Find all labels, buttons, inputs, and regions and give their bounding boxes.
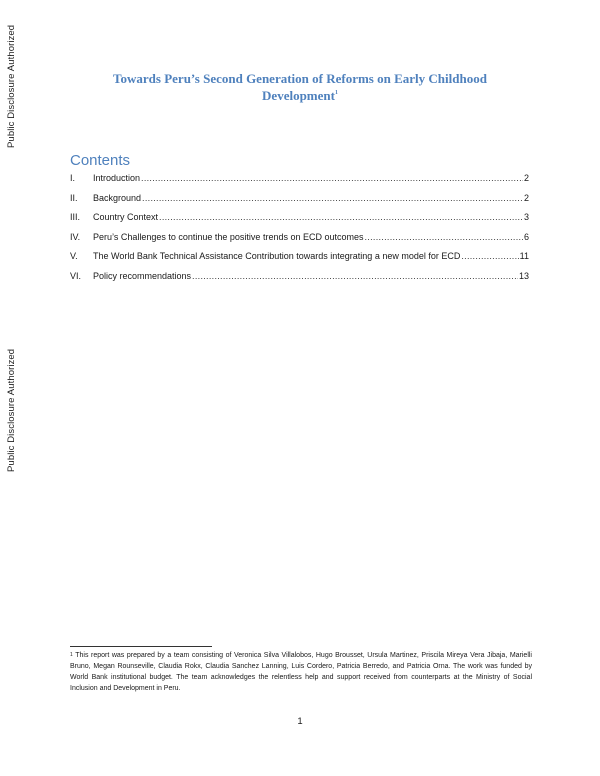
toc-entry-introduction[interactable] <box>70 173 529 193</box>
toc-page-number: 13 <box>518 270 529 281</box>
toc-number: I. <box>70 173 76 183</box>
toc-title: The World Bank Technical Assistance Contribution towards integrating a new model for ECD <box>93 251 461 261</box>
toc-title: Introduction <box>93 173 141 183</box>
toc-leader <box>141 173 523 183</box>
footnote-marker: 1 <box>70 652 73 658</box>
toc-entry-technical-assistance[interactable] <box>70 251 529 271</box>
toc-number: VI. <box>70 270 82 281</box>
toc-page-number: 11 <box>519 251 529 261</box>
toc-number: V. <box>70 251 78 261</box>
disclosure-label-top: Public Disclosure Authorized <box>6 24 17 148</box>
toc-title: Peru’s Challenges to continue the positive trends on ECD outcomes <box>93 231 364 242</box>
page-number: 1 <box>297 716 303 727</box>
toc-leader <box>159 212 523 222</box>
toc-title: Policy recommendations <box>93 270 192 281</box>
toc-title: Country Context <box>93 212 159 222</box>
toc-entry-country-context[interactable] <box>70 212 529 232</box>
toc-heading: Contents <box>70 152 131 169</box>
footnote-separator <box>70 646 212 647</box>
toc-entry-background[interactable] <box>70 193 529 213</box>
table-of-contents <box>70 173 529 290</box>
toc-leader <box>461 251 518 261</box>
toc-number: II. <box>70 192 78 203</box>
toc-page-number: 2 <box>523 192 529 203</box>
toc-leader <box>192 271 518 281</box>
disclosure-label-bottom: Public Disclosure Authorized <box>6 348 17 472</box>
title-line-1: Towards Peru’s Second Generation of Reforms on Early Childhood <box>113 71 487 86</box>
toc-page-number: 2 <box>523 173 529 183</box>
document-title <box>90 70 510 104</box>
toc-title: Background <box>93 192 142 203</box>
toc-page-number: 6 <box>523 231 529 242</box>
title-line-2: Development <box>262 88 335 103</box>
toc-leader <box>365 232 523 242</box>
toc-leader <box>142 193 523 203</box>
toc-entry-policy-recommendations[interactable] <box>70 271 529 291</box>
footnote-text: This report was prepared by a team consisting of Veronica Silva Villalobos, Hugo Brousset, Ursula Martinez, Priscila Mireya Vera Jibaja, Marielli Bruno, Megan Rounseville, Claudia Rokx, Claudia Sanchez Lanning, Luis Cordero, Patricia Berredo, and Patricia Orna. The work was funded by World Bank institutional budget. The team acknowledges the relentless help and support received from counterparts at the Ministry of Social Inclusion and Development in Peru. <box>70 652 532 692</box>
toc-number: III. <box>70 212 81 222</box>
title-footnote-ref[interactable]: 1 <box>334 90 338 96</box>
toc-number: IV. <box>70 231 81 242</box>
toc-entry-challenges[interactable] <box>70 232 529 252</box>
toc-page-number: 3 <box>523 212 529 222</box>
footnote <box>70 650 532 694</box>
